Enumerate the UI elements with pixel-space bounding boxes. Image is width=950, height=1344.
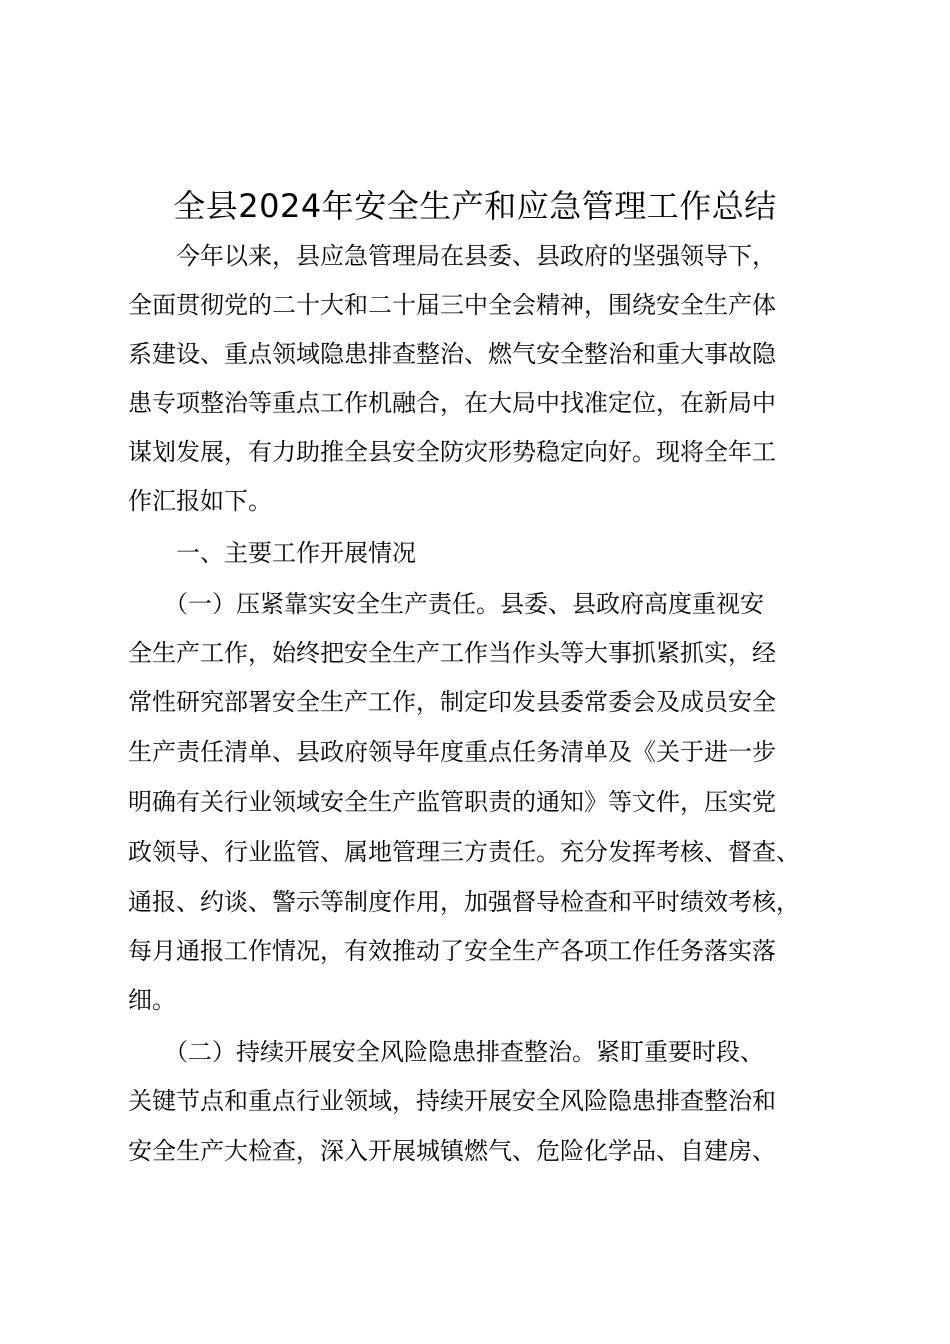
intro-line: 全面贯彻党的二十大和二十届三中全会精神，围绕安全生产体 (128, 291, 776, 319)
paragraph1-line: 全生产工作，始终把安全生产工作当作头等大事抓紧抓实，经 (128, 639, 776, 667)
paragraph1-line: 通报、约谈、警示等制度作用，加强督导检查和平时绩效考核， (128, 888, 800, 916)
paragraph1-line: 生产责任清单、县政府领导年度重点任务清单及《关于进一步 (128, 738, 776, 766)
paragraph2-line: 安全生产大检查，深入开展城镇燃气、危险化学品、自建房、 (128, 1137, 776, 1165)
paragraph1-line: 政领导、行业监管、属地管理三方责任。充分发挥考核、督查、 (128, 838, 800, 866)
intro-line: 谋划发展，有力助推全县安全防灾形势稳定向好。现将全年工 (128, 438, 776, 466)
intro-line: 今年以来，县应急管理局在县委、县政府的坚强领导下， (128, 242, 776, 270)
intro-line: 患专项整治等重点工作机融合，在大局中找准定位，在新局中 (128, 389, 776, 417)
paragraph1-line: 明确有关行业领域安全生产监管职责的通知》等文件，压实党 (128, 788, 776, 816)
intro-line: 系建设、重点领域隐患排查整治、燃气安全整治和重大事故隐 (128, 340, 776, 368)
paragraph2-line: 关键节点和重点行业领域，持续开展安全风险隐患排查整治和 (128, 1087, 776, 1115)
document-title: 全县2024年安全生产和应急管理工作总结 (173, 187, 777, 225)
paragraph1-line: 每月通报工作情况，有效推动了安全生产各项工作任务落实落 (128, 937, 776, 965)
paragraph2-line: （二）持续开展安全风险隐患排查整治。紧盯重要时段、 (128, 1038, 764, 1066)
paragraph1-line: 常性研究部署安全生产工作，制定印发县委常委会及成员安全 (128, 688, 776, 716)
paragraph1-line: （一）压紧靠实安全生产责任。县委、县政府高度重视安 (128, 590, 764, 618)
intro-line: 作汇报如下。 (128, 487, 272, 515)
section-heading: 一、主要工作开展情况 (128, 539, 416, 567)
paragraph1-line: 细。 (128, 986, 176, 1014)
